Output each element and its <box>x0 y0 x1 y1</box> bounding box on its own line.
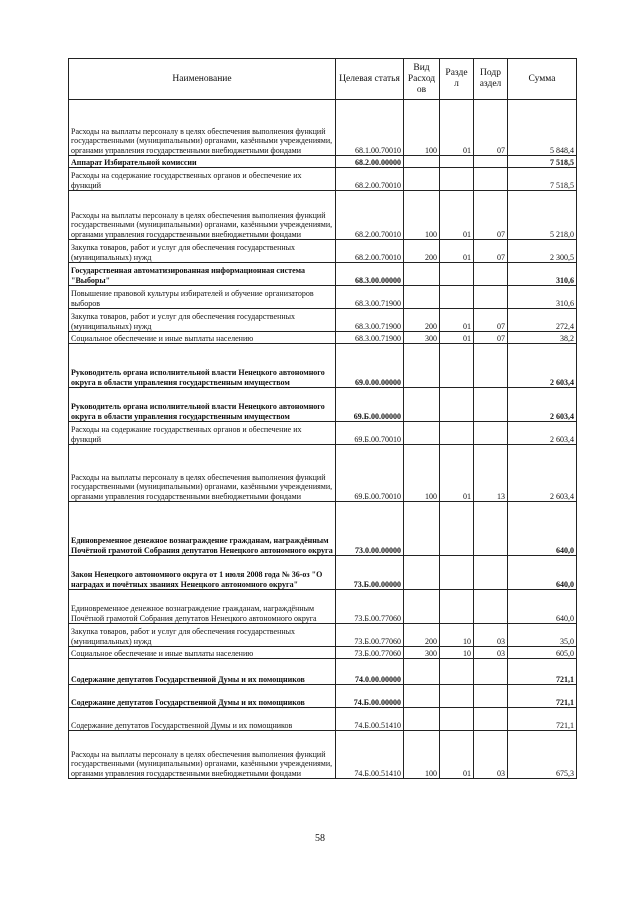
cell-name: Содержание депутатов Государственной Думы и их помощников <box>69 659 336 685</box>
cell-subsection: 13 <box>474 445 508 502</box>
cell-expense-type <box>404 556 440 590</box>
table-row <box>69 624 577 647</box>
cell-section <box>440 556 474 590</box>
table-row <box>69 445 577 502</box>
cell-subsection <box>474 263 508 286</box>
cell-section: 01 <box>440 240 474 263</box>
table-row <box>69 332 577 344</box>
cell-target-article: 74.0.00.00000 <box>336 659 404 685</box>
cell-section: 01 <box>440 191 474 240</box>
table-row <box>69 556 577 590</box>
table-row <box>69 156 577 168</box>
cell-sum: 310,6 <box>508 263 577 286</box>
cell-sum: 5 218,0 <box>508 191 577 240</box>
cell-expense-type: 200 <box>404 624 440 647</box>
page-number: 58 <box>315 833 325 844</box>
cell-subsection <box>474 422 508 445</box>
cell-name: Расходы на выплаты персоналу в целях обеспечения выполнения функций государственными (муниципальными) органами, казёнными учреждениями, органами управления государственными внебюджетными фондами <box>69 731 336 779</box>
cell-sum: 721,1 <box>508 685 577 708</box>
cell-expense-type <box>404 344 440 388</box>
cell-expense-type <box>404 168 440 191</box>
cell-name: Аппарат Избирательной комиссии <box>69 156 336 168</box>
table-row <box>69 731 577 779</box>
cell-section <box>440 422 474 445</box>
header-subsection: Подр аздел <box>474 59 508 100</box>
cell-name: Единовременное денежное вознаграждение гражданам, награждённым Почётной грамотой Собрания депутатов Ненецкого автономного округа <box>69 590 336 624</box>
cell-subsection: 07 <box>474 309 508 332</box>
cell-name: Закупка товаров, работ и услуг для обеспечения государственных (муниципальных) нужд <box>69 309 336 332</box>
cell-target-article: 74.Б.00.00000 <box>336 685 404 708</box>
cell-subsection <box>474 286 508 309</box>
cell-sum: 310,6 <box>508 286 577 309</box>
cell-name: Государственная автоматизированная информационная система "Выборы" <box>69 263 336 286</box>
cell-expense-type <box>404 659 440 685</box>
cell-subsection <box>474 708 508 731</box>
cell-name: Закупка товаров, работ и услуг для обеспечения государственных (муниципальных) нужд <box>69 624 336 647</box>
cell-sum: 721,1 <box>508 708 577 731</box>
cell-target-article: 68.2.00.00000 <box>336 156 404 168</box>
cell-section <box>440 286 474 309</box>
cell-target-article: 68.2.00.70010 <box>336 191 404 240</box>
cell-sum: 605,0 <box>508 647 577 659</box>
header-name: Наименование <box>69 59 336 100</box>
cell-name: Социальное обеспечение и иные выплаты населению <box>69 332 336 344</box>
cell-subsection <box>474 590 508 624</box>
cell-expense-type: 200 <box>404 240 440 263</box>
cell-target-article: 73.Б.00.77060 <box>336 624 404 647</box>
cell-expense-type <box>404 685 440 708</box>
table-row <box>69 685 577 708</box>
table-row <box>69 647 577 659</box>
cell-sum: 2 603,4 <box>508 344 577 388</box>
cell-section <box>440 263 474 286</box>
table-row <box>69 240 577 263</box>
cell-subsection: 07 <box>474 332 508 344</box>
cell-sum: 640,0 <box>508 556 577 590</box>
cell-subsection <box>474 685 508 708</box>
cell-target-article: 74.Б.00.51410 <box>336 731 404 779</box>
header-sum: Сумма <box>508 59 577 100</box>
cell-name: Руководитель органа исполнительной власти Ненецкого автономного округа в области управления государственным имуществом <box>69 344 336 388</box>
cell-name: Руководитель органа исполнительной власти Ненецкого автономного округа в области управления государственным имуществом <box>69 388 336 422</box>
cell-target-article: 69.0.00.00000 <box>336 344 404 388</box>
table-row <box>69 263 577 286</box>
table-row <box>69 708 577 731</box>
cell-target-article: 68.3.00.71900 <box>336 286 404 309</box>
cell-expense-type: 100 <box>404 445 440 502</box>
cell-expense-type <box>404 286 440 309</box>
cell-subsection <box>474 502 508 556</box>
table-body <box>69 100 577 779</box>
cell-target-article: 73.Б.00.77060 <box>336 590 404 624</box>
table-row <box>69 168 577 191</box>
cell-expense-type: 100 <box>404 100 440 156</box>
cell-name: Повышение правовой культуры избирателей и обучение организаторов выборов <box>69 286 336 309</box>
cell-sum: 35,0 <box>508 624 577 647</box>
cell-target-article: 73.Б.00.77060 <box>336 647 404 659</box>
cell-expense-type: 100 <box>404 731 440 779</box>
cell-subsection <box>474 156 508 168</box>
cell-section: 01 <box>440 309 474 332</box>
table-row <box>69 309 577 332</box>
cell-name: Расходы на выплаты персоналу в целях обеспечения выполнения функций государственными (муниципальными) органами, казёнными учреждениями, органами управления государственными внебюджетными фондами <box>69 445 336 502</box>
cell-target-article: 68.3.00.71900 <box>336 309 404 332</box>
cell-section: 01 <box>440 100 474 156</box>
cell-sum: 7 518,5 <box>508 156 577 168</box>
cell-subsection <box>474 659 508 685</box>
cell-target-article: 74.Б.00.51410 <box>336 708 404 731</box>
cell-target-article: 73.0.00.00000 <box>336 502 404 556</box>
cell-expense-type <box>404 263 440 286</box>
cell-name: Расходы на выплаты персоналу в целях обеспечения выполнения функций государственными (муниципальными) органами, казёнными учреждениями, органами управления государственными внебюджетными фондами <box>69 100 336 156</box>
cell-target-article: 68.3.00.71900 <box>336 332 404 344</box>
cell-section: 10 <box>440 647 474 659</box>
cell-section <box>440 708 474 731</box>
table-row <box>69 344 577 388</box>
cell-expense-type: 100 <box>404 191 440 240</box>
cell-name: Закон Ненецкого автономного округа от 1 июля 2008 года № 36-оз "О наградах и почётных званиях Ненецкого автономного округа" <box>69 556 336 590</box>
cell-name: Социальное обеспечение и иные выплаты населению <box>69 647 336 659</box>
cell-sum: 7 518,5 <box>508 168 577 191</box>
cell-section <box>440 388 474 422</box>
cell-subsection: 03 <box>474 731 508 779</box>
cell-expense-type: 200 <box>404 309 440 332</box>
cell-sum: 38,2 <box>508 332 577 344</box>
cell-sum: 2 603,4 <box>508 422 577 445</box>
cell-subsection: 07 <box>474 191 508 240</box>
cell-section <box>440 502 474 556</box>
table-header-row <box>69 59 577 100</box>
cell-section <box>440 685 474 708</box>
cell-name: Закупка товаров, работ и услуг для обеспечения государственных (муниципальных) нужд <box>69 240 336 263</box>
cell-target-article: 68.3.00.00000 <box>336 263 404 286</box>
table-row <box>69 590 577 624</box>
cell-expense-type <box>404 708 440 731</box>
cell-sum: 721,1 <box>508 659 577 685</box>
cell-subsection <box>474 388 508 422</box>
cell-section <box>440 156 474 168</box>
cell-sum: 640,0 <box>508 590 577 624</box>
cell-name: Расходы на содержание государственных органов и обеспечение их функций <box>69 422 336 445</box>
table-row <box>69 659 577 685</box>
cell-expense-type: 300 <box>404 332 440 344</box>
table-row <box>69 100 577 156</box>
cell-name: Содержание депутатов Государственной Думы и их помощников <box>69 685 336 708</box>
cell-section: 10 <box>440 624 474 647</box>
cell-sum: 675,3 <box>508 731 577 779</box>
header-section: Разде л <box>440 59 474 100</box>
cell-name: Содержание депутатов Государственной Думы и их помощников <box>69 708 336 731</box>
cell-section <box>440 590 474 624</box>
cell-subsection <box>474 556 508 590</box>
cell-expense-type <box>404 422 440 445</box>
table-row <box>69 286 577 309</box>
cell-expense-type <box>404 590 440 624</box>
cell-subsection: 03 <box>474 624 508 647</box>
cell-target-article: 68.2.00.70010 <box>336 168 404 191</box>
cell-sum: 272,4 <box>508 309 577 332</box>
cell-sum: 2 603,4 <box>508 445 577 502</box>
cell-name: Расходы на содержание государственных органов и обеспечение их функций <box>69 168 336 191</box>
cell-sum: 2 603,4 <box>508 388 577 422</box>
cell-target-article: 69.Б.00.70010 <box>336 422 404 445</box>
cell-expense-type <box>404 502 440 556</box>
table-row <box>69 388 577 422</box>
header-target-article: Целевая статья <box>336 59 404 100</box>
cell-section: 01 <box>440 731 474 779</box>
cell-name: Расходы на выплаты персоналу в целях обеспечения выполнения функций государственными (муниципальными) органами, казёнными учреждениями, органами управления государственными внебюджетными фондами <box>69 191 336 240</box>
cell-expense-type <box>404 388 440 422</box>
cell-target-article: 73.Б.00.00000 <box>336 556 404 590</box>
cell-subsection <box>474 168 508 191</box>
table-row <box>69 422 577 445</box>
table-row <box>69 502 577 556</box>
cell-target-article: 68.2.00.70010 <box>336 240 404 263</box>
cell-section: 01 <box>440 332 474 344</box>
cell-target-article: 69.Б.00.70010 <box>336 445 404 502</box>
cell-expense-type: 300 <box>404 647 440 659</box>
cell-section <box>440 659 474 685</box>
cell-sum: 2 300,5 <box>508 240 577 263</box>
cell-section <box>440 344 474 388</box>
cell-name: Единовременное денежное вознаграждение гражданам, награждённым Почётной грамотой Собрания депутатов Ненецкого автономного округа <box>69 502 336 556</box>
cell-subsection: 03 <box>474 647 508 659</box>
cell-section <box>440 168 474 191</box>
table-row <box>69 191 577 240</box>
cell-subsection <box>474 344 508 388</box>
cell-sum: 5 848,4 <box>508 100 577 156</box>
cell-subsection: 07 <box>474 100 508 156</box>
cell-subsection: 07 <box>474 240 508 263</box>
cell-sum: 640,0 <box>508 502 577 556</box>
cell-target-article: 69.Б.00.00000 <box>336 388 404 422</box>
budget-table <box>68 58 577 779</box>
cell-section: 01 <box>440 445 474 502</box>
header-expense-type: Вид Расход ов <box>404 59 440 100</box>
cell-expense-type <box>404 156 440 168</box>
cell-target-article: 68.1.00.70010 <box>336 100 404 156</box>
